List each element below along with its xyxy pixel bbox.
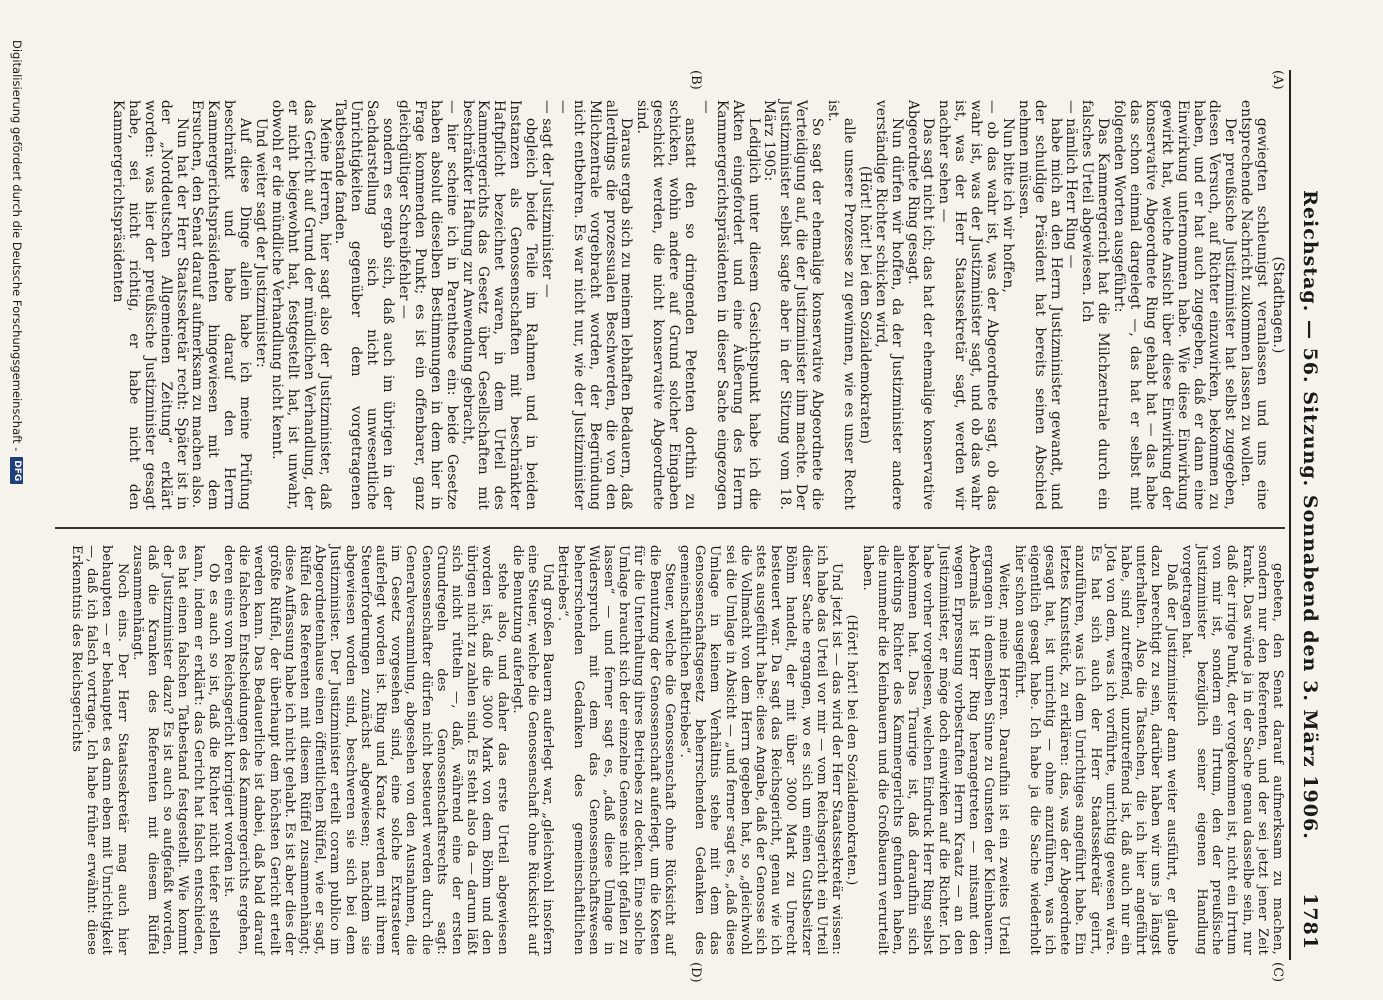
paragraph: Daß der Justizminister dann weiter ausführt, er glaube dazu berechtigt zu sein, darüber haben wir uns ja längst unterhalten. Also die Tatsachen, die ich hier angeführt habe, sind zutreffend, unzutreffend ist, daß auch nur ein Jota von dem, was ich vorführte, unrichtig gewesen wäre. Es hat sich auch der Herr Staatssekretär geirrt, anzuführen, was ich dem Unrichtiges angeführt habe. Ein letztes Kunststück, zu erklären: das, was der Abgeordnete gesagt hat, ist unrichtig — ohne anzuführen, was ich eigentlich gesagt habe. Ich habe ja die Sache wiederholt hier schon ausgeführt. bbox=[1011, 545, 1179, 955]
digitization-credit: Digitalisierung gefördert durch die Deutsche Forschungsgemeinschaft - bbox=[10, 40, 24, 452]
paragraph: — hier scheine ich in Parenthese ein: beide Gesetze haben absolut dieselben Bestimmungen in dem hier in Frage kommenden Punkt; es ist ein offenbarer, ganz gleichgültiger Schreibfehler — bbox=[396, 100, 460, 510]
paragraph: Nun hat der Herr Staatssekretär recht: Später ist in der „Norddeutschen Allgemeinen Zeitung“ erklärt worden: was hier der preußische Justizminister gesagt habe, sei nicht richtig, er habe nicht den Kammergerichtspräsidenten bbox=[109, 100, 190, 510]
paragraph: Auf diese Dinge allein habe ich meine Prüfung beschränkt und habe darauf den Herrn Kammergerichtspräsidenten hingewiesen mit dem Ersuchen, den Senat darauf aufmerksam zu machen also. bbox=[189, 100, 254, 510]
page-header bbox=[1289, 70, 1331, 960]
paragraph: Noch eins. Der Herr Staatssekretär mag auch hier behaupten — er behauptet es dann eben mit Unrichtigkeit —, daß ich falsch vortrage. Ich habe früher erwähnt: diese Erkenntnis des Reichsgerichts bbox=[68, 545, 130, 955]
dfg-logo: DFG bbox=[11, 457, 24, 484]
paragraph: Steuer, welche die Genossenschaft ohne Rücksicht auf die Benutzung der Genossenschaft auferlegt, um die Kosten für die Unterhaltung ihres Betriebes zu decken. Eine solche Umlage braucht sich der einzelne Genosse nicht gefallen zu lassen“ — und ferner sagt es, „daß diese Umlage in Widerspruch mit dem das Genossenschaftswesen beherrschenden Gedanken des gemeinschaftlichen Betriebes“. bbox=[555, 545, 677, 955]
paragraph: Das sagt nicht ich; das hat der ehemalige konservative Abgeordnete Ring gesagt. bbox=[904, 100, 937, 510]
paragraph: gebeten, den Senat darauf aufmerksam zu machen, sondern nur den Referenten, und der sei jetzt jener Zeit krank. Das würde ja in der Sache genau dasselbe sein, nur daß der irrige Punkt, der vorgekommen ist, nicht ein Irrtum von mir ist, sondern ein Irrtum, den der preußische Justizminister bezüglich seiner eigenen Handlung vorgetragen hat. bbox=[1178, 545, 1285, 955]
paragraph: obgleich beide Teile im Rahmen und in beiden Instanzen als Genossenschaften mit beschränkter Haftpflicht bezeichnet waren, in dem Urteil des Kammergerichts das Gesetz über Gesellschaften mit beschränkter Haftung zur Anwendung gebracht, bbox=[459, 100, 540, 510]
paragraph: Nun bitte ich wir hoffen, bbox=[999, 118, 1016, 293]
paragraph: So sagt der ehemalige konservative Abgeordnete die Verteidigung auf, die der Justizminister ihm machte. Der Justizminister selbst sagte aber in der Sitzung vom 18. März 1905: bbox=[761, 100, 826, 510]
paragraph: (Hört! hört! bei den Sozialdemokraten.) bbox=[844, 614, 860, 886]
paragraph: stehe also, und daher das erste Urteil abgewiesen worden ist, daß die 3000 Mark von dem Böhm und den übrigen nicht zu zahlen sind. Es steht also da — darum läßt sich nicht rütteln —, daß, während eine der ersten Grundregeln des Genossenschaftsrechts sagt: Genossenschafter dürfen nicht besteuert werden durch die Generalversammlung, abgesehen von den Ausnahmen, die im Gesetz vorgesehen sind, eine solche Extrasteuer auferlegt worden ist. Ring und Kraatz werden mit ihrem Steuerforderungen zunächst abgewiesen; nachdem sie abgewiesen worden sind, beschweren sie sich bei dem Justizminister. Der Justizminister erteilt coram publico im Abgeordnetenhause einen öffentlichen Rüffel, wie er sagt, Rüffel des Referenten mit diesem Rüffel zusammenhängt; diese Auffassung habe ich nicht gehabt. Es ist aber dies der größte Rüffel, der überhaupt dem höchsten Gericht erteilt werden kann. Das Bedauerliche ist dabei, daß bald darauf die falschen Entscheidungen des Kammergerichts ergehen, deren eins vom Reichsgericht korrigiert worden ist. bbox=[220, 545, 510, 955]
paragraph: Und großen Bauern auferlegt war, „gleichwohl insofern eine Steuer, welche die Genossenschaft ohne Rücksicht auf die Benutzung auferlegt. bbox=[509, 545, 556, 955]
page-number: 1781 bbox=[1299, 893, 1321, 950]
paragraph: sondern es ergab sich, daß auch im übrigen in der Sachdarstellung sich nicht unwesentliche Unrichtigkeiten gegenüber dem vorgetragenen Tatbestande fanden. bbox=[332, 100, 397, 510]
paragraph: Und weiter sagt der Justizminister: bbox=[253, 118, 269, 368]
paragraph: Lediglich unter diesem Gesichtspunkt habe ich die Akten eingefordert und eine Äußerung des Herrn Kammergerichtspräsidenten in dieser Sache eingezogen — bbox=[697, 100, 762, 510]
margin-marker-c: (C) bbox=[1270, 962, 1285, 983]
paragraph: — sagt der Justizminister — bbox=[539, 100, 556, 298]
text-column-left bbox=[109, 100, 1285, 510]
paragraph: Weiter, meine Herren. Daraufhin ist ein zweites Urteil ergangen in demselben Sinne zu Gunsten der Kleinbauern. Abermals ist Herr Ring herangetreten — mitsamt den wegen Erpressung vorbestraften Herrn Kraatz — an den Justizminister, er möge doch einwirken auf die Richter. Ich habe vorher vorgelesen, welchen Eindruck Herr Ring selbst bekommen hat. Das Traurige ist, daß daraufhin sich allerdings Richter des Kammergerichts gefunden haben, die nunmehr die Kleinbauern und die Großbauern verurteilt haben. bbox=[859, 545, 1012, 955]
margin-marker-b: (B) bbox=[688, 70, 703, 90]
paragraph: Der preußische Justizminister hat selbst zugegeben, diesen Versuch, auf Richter einzuwirken, bekommen zu haben, und er hat auch zugegeben, daß er dann eine Einwirkung unternommen habe. Wie diese Einwirkung gewirkt hat, welche Ansicht über diese Einwirkung der konservative Abgeordnete Ring gehabt hat — das habe das schon einmal dargelegt —, das hat er selbst mit folgenden Worten ausgeführt: bbox=[1111, 100, 1239, 510]
paragraph: Nun dürfen wir hoffen, da der Justizminister andere verständige Richter schicken wird, bbox=[872, 100, 905, 510]
page-footer bbox=[10, 40, 24, 960]
paragraph: habe mich an den Herrn Justizminister gewandt, und der schuldige Präsident hat bereits seinen Abschied nehmen müssen. bbox=[1015, 100, 1064, 510]
paragraph: — ob das wahr ist, was der Abgeordnete sagt, ob das wahr ist, was der Justizminister sagt, und ob das wahr ist, was der Herr Staatssekretär sagt, werden wir nachher sehen — bbox=[936, 100, 1000, 510]
margin-marker-a: (A) bbox=[1270, 70, 1285, 90]
paragraph: — nämlich Herr Ring — bbox=[1063, 100, 1080, 269]
paragraph: Daraus ergab sich zu meinem lebhaften Bedauern, daß allerdings die prozessualen Beschwerden, die von den Milchzentrale vorgebracht worden, der Begründung nicht entbehren. Es war nicht nur, wie der Justizminister — bbox=[554, 100, 635, 510]
paragraph: Und jetzt ist — das wird der Herr Staatssekretär wissen: ich habe das Urteil vor mir — vom Reichsgericht ein Urteil dieser Sache ergangen, wo es sich um einen Gutsbesitzer Böhm handelt, der mit über 3000 Mark zu Unrecht besteuert war. Da sagt das Reichsgericht, genau wie ich stets ausgeführt habe: diese Angabe, daß der Genosse sich die Vollmacht von dem Herrn gegeben hat, so „gleichwohl sei die Umlage in Absicht — „und ferner sagt es, „daß diese Umlage in keinem Verhältnis stehe mit dem das Genossenschaftsgesetz beherrschenden Gedanken des gemeinschaftlichen Betriebes“. bbox=[677, 545, 845, 955]
paragraph: (Hört! hört! bei den Sozialdemokraten) bbox=[856, 165, 873, 445]
paragraph: alle unsere Prozesse zu gewinnen, wie es unser Recht ist. bbox=[825, 100, 857, 510]
paragraph: Das Kammergericht hat die Milchzentrale durch ein falsches Urteil abgewiesen. Ich bbox=[1079, 100, 1112, 510]
paragraph: anstatt den so dringenden Petenten dorthin zu schicken, wohin andere auf Grund solcher Eingaben geschickt werden, die nicht konservative Abgeordnete sind. bbox=[634, 100, 699, 510]
paragraph: gewiegten schleunigst veranlassen und uns eine entsprechende Nachricht zukommen lassen zu wollen. bbox=[1238, 100, 1271, 510]
text-column-right bbox=[69, 545, 1285, 955]
paragraph: Meine Herren, hier sagt also der Justizminister, daß das Gericht auf Grund der mündlichen Verhandlung, der er nicht beigewohnt hat, festgestellt hat, ist unwahr, obwohl er die mündliche Verhandlung nicht kennt. bbox=[268, 100, 333, 510]
margin-marker-d: (D) bbox=[688, 962, 703, 983]
running-title: Reichstag. — 56. Sitzung. Sonnabend den 3. März 1906. bbox=[1299, 190, 1321, 840]
column-divider bbox=[55, 527, 1285, 529]
paragraph: Ob es auch so ist, daß die Richter nicht tiefer stellen kann, indem er erklärt: das Gericht hat falsch entschieden, es hat einen falschen Tatbestand festgestellt. Wie kommt der Justizminister dazu? Es ist auch so aufgefaßt worden, daß die Kranken des Referenten mit diesem Rüffel zusammenhängt. bbox=[129, 545, 221, 955]
paragraph: (Stadthagen.) bbox=[1270, 256, 1286, 354]
